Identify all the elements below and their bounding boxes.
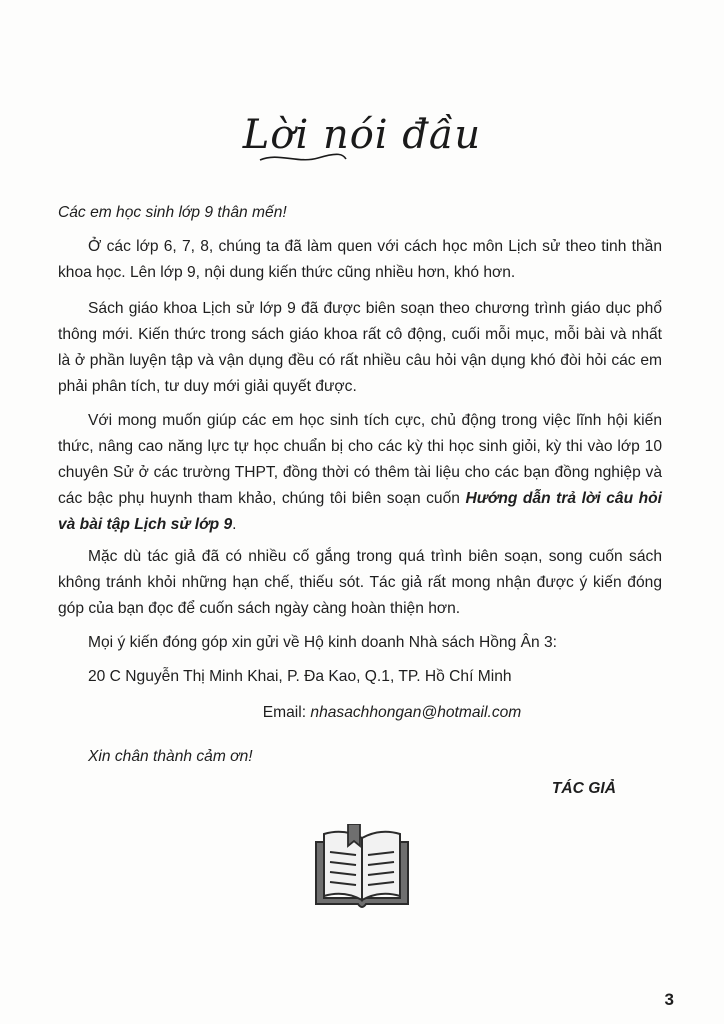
title-flourish-icon xyxy=(258,150,348,164)
page-title: Lời nói đầu xyxy=(242,112,482,158)
author-signature: TÁC GIẢ xyxy=(551,780,616,797)
open-book-icon xyxy=(312,824,412,914)
email-address: nhasachhongan@hotmail.com xyxy=(310,704,522,721)
email-line xyxy=(0,704,724,722)
paragraph-3-end: . xyxy=(232,516,237,533)
paragraph-3-text: Với mong muốn giúp các em học sinh tích cực, chủ động trong việc lĩnh hội kiến thức, nâng cao năng lực tự học chuẩn bị cho các kỳ thi học sinh giỏi, kỳ thi vào lớp 10 chuyên Sử ở các trường THPT, đồng thời có thêm tài liệu cho các bạn đồng nghiệp và các bậc phụ huynh tham khảo, chúng tôi biên soạn cuốn xyxy=(58,412,662,507)
thanks-line: Xin chân thành cảm ơn! xyxy=(88,748,253,765)
book-title: Hướng dẫn trả lời câu hỏi và bài tập Lịch sử lớp 9 xyxy=(58,490,663,533)
address-line: 20 C Nguyễn Thị Minh Khai, P. Đa Kao, Q.1, TP. Hồ Chí Minh xyxy=(88,668,512,685)
paragraph-4: Mặc dù tác giả đã có nhiều cố gắng trong quá trình biên soạn, song cuốn sách không tránh khỏi những hạn chế, thiếu sót. Tác giả rất mong nhận được ý kiến đóng góp của bạn đọc để cuốn sách ngày càng hoàn thiện hơn. xyxy=(58,548,662,617)
greeting: Các em học sinh lớp 9 thân mến! xyxy=(58,204,287,221)
paragraph-3 xyxy=(58,408,662,538)
paragraph-1: Ở các lớp 6, 7, 8, chúng ta đã làm quen với cách học môn Lịch sử theo tinh thần khoa học. Lên lớp 9, nội dung kiến thức cũng nhiều hơn, khó hơn. xyxy=(58,238,662,281)
paragraph-5: Mọi ý kiến đóng góp xin gửi về Hộ kinh doanh Nhà sách Hồng Ân 3: xyxy=(88,634,558,651)
paragraph-2: Sách giáo khoa Lịch sử lớp 9 đã được biên soạn theo chương trình giáo dục phổ thông mới. Kiến thức trong sách giáo khoa rất cô động, cuối mỗi mục, mỗi bài và nhất là ở phần luyện tập và vận dụng đều có rất nhiều câu hỏi vận dụng khó đòi hỏi các em phải phân tích, tư duy mới giải quyết được. xyxy=(58,300,662,395)
page-number: 3 xyxy=(664,990,674,1009)
email-label: Email: xyxy=(262,704,311,721)
